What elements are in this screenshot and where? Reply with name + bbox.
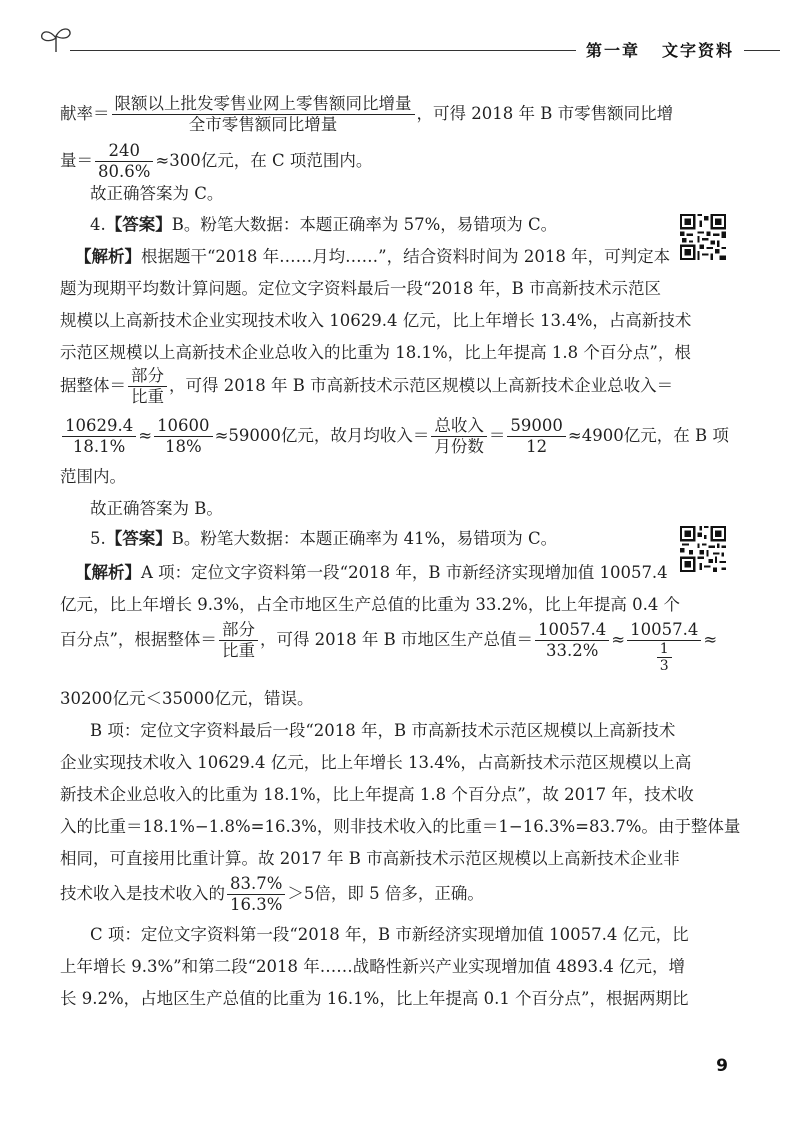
text-span: 量＝ (60, 151, 93, 170)
text-span: ＞5倍，即 5 倍多，正确。 (287, 884, 484, 903)
text-span: ≈4900亿元，在 B 项 (567, 426, 729, 445)
fraction-numerator: 总收入 (431, 416, 487, 437)
fraction (128, 366, 167, 407)
fraction (95, 141, 153, 182)
text-line (60, 416, 729, 457)
fraction-denominator: 33.2% (545, 641, 599, 660)
fraction (112, 94, 415, 135)
fraction (219, 620, 258, 661)
fraction (154, 416, 213, 457)
text-span: ，可得 2018 年 B 市零售额同比增 (416, 104, 674, 123)
text-line (60, 141, 372, 182)
section-label: 文字资料 (662, 41, 735, 60)
fraction-denominator: 比重 (221, 641, 255, 660)
text-span: 百分点”，根据整体＝ (60, 630, 217, 649)
fraction-numerator: 10057.4 (627, 620, 701, 641)
fraction-numerator: 部分 (219, 620, 258, 641)
fraction-denominator: 18.1% (72, 437, 126, 456)
text-line: 故正确答案为 C。 (90, 184, 224, 203)
analysis-line: 【解析】A 项：定位文字资料第一段“2018 年，B 市新经济实现增加值 10057.4 (75, 563, 668, 582)
fraction-numerator: 240 (95, 141, 153, 162)
text-span: 据整体＝ (60, 376, 126, 395)
fraction (227, 874, 285, 915)
fraction-denominator: 18% (164, 437, 202, 456)
text-line: 上年增长 9.3%”和第二段“2018 年……战略性新兴产业实现增加值 4893.4 亿元，增 (60, 957, 685, 976)
text-line (60, 620, 717, 674)
text-span: ≈ (703, 630, 718, 649)
analysis-line: 【解析】根据题干“2018 年……月均……”，结合资料时间为 2018 年，可判定本 (75, 247, 671, 266)
text-line: 规模以上高新技术企业实现技术收入 10629.4 亿元，比上年增长 13.4%，占高新技术 (60, 311, 692, 330)
text-line (60, 94, 673, 135)
fraction-denominator (627, 641, 701, 674)
text-line (60, 874, 484, 915)
text-span: ≈59000亿元，故月均收入＝ (214, 426, 430, 445)
text-line: 题为现期平均数计算问题。定位文字资料最后一段“2018 年，B 市高新技术示范区 (60, 279, 662, 298)
answer-line: 4.【答案】B。粉笔大数据：本题正确率为 57%，易错项为 C。 (90, 215, 558, 234)
fraction-numerator: 1 (657, 641, 672, 658)
text-line: 长 9.2%，占地区生产总值的比重为 16.1%，比上年提高 0.1 个百分点”，根据两期比 (60, 989, 689, 1008)
fraction-numerator: 10600 (154, 416, 213, 437)
running-header (576, 38, 744, 61)
text-span: ≈300亿元，在 C 项范围内。 (155, 151, 373, 170)
text-span: ≈ (611, 630, 626, 649)
fraction-numerator: 59000 (507, 416, 566, 437)
chapter-label: 第一章 (586, 41, 641, 60)
text-line: 30200亿元＜35000亿元，错误。 (60, 689, 314, 708)
fraction-numerator: 限额以上批发零售业网上零售额同比增量 (112, 94, 415, 115)
text-span: 献率＝ (60, 104, 110, 123)
fraction (62, 416, 136, 457)
fraction (627, 620, 701, 674)
text-line: 相同，可直接用比重计算。故 2017 年 B 市高新技术示范区规模以上高新技术企业非 (60, 849, 680, 868)
nested-fraction (657, 641, 672, 674)
text-span: ，可得 2018 年 B 市高新技术示范区规模以上高新技术企业总收入＝ (169, 376, 674, 395)
qr-code-icon[interactable] (680, 526, 726, 572)
text-line: B 项：定位文字资料最后一段“2018 年，B 市高新技术示范区规模以上高新技术 (90, 721, 676, 740)
text-line: 企业实现技术收入 10629.4 亿元，比上年增长 13.4%，占高新技术示范区规模以上高 (60, 753, 692, 772)
fraction-denominator: 3 (659, 658, 669, 674)
page-number: 9 (716, 1056, 728, 1076)
text-line: 入的比重＝18.1%−1.8%=16.3%，则非技术收入的比重＝1−16.3%=83.7%。由于整体量 (60, 817, 741, 836)
qr-code-icon[interactable] (680, 214, 726, 260)
text-line: 新技术企业总收入的比重为 18.1%，比上年提高 1.8 个百分点”，故 2017 年，技术收 (60, 785, 694, 804)
fraction (535, 620, 609, 661)
fraction-denominator: 12 (526, 437, 548, 456)
fraction (431, 416, 487, 457)
fraction-numerator: 83.7% (227, 874, 285, 895)
text-span: ≈ (138, 426, 153, 445)
fraction-denominator: 全市零售额同比增量 (188, 115, 338, 134)
text-span: ＝ (488, 426, 506, 445)
text-line: 亿元，比上年增长 9.3%，占全市地区生产总值的比重为 33.2%，比上年提高 0.4 个 (60, 595, 681, 614)
fraction-denominator: 比重 (131, 387, 164, 406)
fraction-denominator: 16.3% (230, 895, 283, 914)
text-line (60, 366, 673, 407)
text-line: 故正确答案为 B。 (90, 499, 223, 518)
fraction-denominator: 月份数 (434, 437, 484, 456)
text-line: 范围内。 (60, 467, 126, 486)
text-span: 技术收入是技术收入的 (60, 884, 225, 903)
fraction-numerator: 10057.4 (535, 620, 609, 641)
fraction-numerator: 10629.4 (62, 416, 136, 437)
fraction (507, 416, 566, 457)
text-line: C 项：定位文字资料第一段“2018 年，B 市新经济实现增加值 10057.4 亿元，比 (90, 925, 689, 944)
fraction-denominator: 80.6% (98, 162, 151, 181)
answer-line: 5.【答案】B。粉笔大数据：本题正确率为 41%，易错项为 C。 (90, 529, 558, 548)
fraction-numerator: 部分 (128, 366, 167, 387)
text-line: 示范区规模以上高新技术企业总收入的比重为 18.1%，比上年提高 1.8 个百分点”，根 (60, 343, 691, 362)
text-span: ，可得 2018 年 B 市地区生产总值＝ (259, 630, 534, 649)
